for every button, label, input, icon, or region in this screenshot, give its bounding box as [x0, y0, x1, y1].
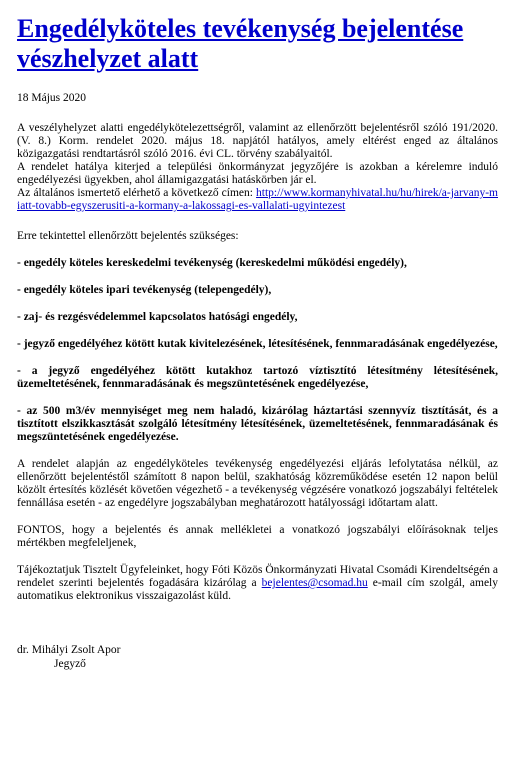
requirement-item-5: - a jegyző engedélyéhez kötött kutakhoz tartozó víztisztító létesítmény létesítésének, üzemeltetésének, fennmaradásának és megszüntetésének engedélyezése,: [17, 365, 498, 390]
requirement-item-2: - engedély köteles ipari tevékenység (telepengedély),: [17, 284, 272, 296]
page-title[interactable]: Engedélyköteles tevékenység bejelentése vészhelyzet alatt: [17, 14, 464, 73]
publish-date: 18 Május 2020: [17, 92, 86, 104]
important-paragraph: FONTOS, hogy a bejelentés és annak mellékletei a vonatkozó jogszabályi előírásoknak teljes mértékben megfeleljenek,: [17, 524, 498, 549]
needed-label: Erre tekintettel ellenőrzött bejelentés szükséges:: [17, 230, 239, 242]
requirement-item-6: - az 500 m3/év mennyiséget meg nem haladó, kizárólag háztartási szennyvíz tisztítását, és a tisztított elszikkasztását szolgáló létesítmény létesítésének, üzemeltetésének, fennmaradásának és megszüntetésének engedélyezése.: [17, 405, 498, 443]
signer-role: Jegyző: [54, 658, 86, 670]
intro-link-prefix: Az általános ismertető elérhető a következő címen:: [17, 187, 257, 199]
requirement-item-3: - zaj- és rezgésvédelemmel kapcsolatos hatósági engedély,: [17, 311, 298, 323]
email-link[interactable]: bejelentes@csomad.hu: [261, 577, 368, 589]
intro-paragraph-3: [17, 187, 498, 213]
notice-prefix: Tájékoztatjuk Tisztelt Ügyfeleinket, hogy Fóti Közös Önkormányzati Hivatal Csomádi Kirendeltségén a rendelet szerinti bejelentés fogadására kizárólag a: [17, 564, 498, 589]
intro-section: [17, 122, 498, 213]
intro-paragraph-1: A veszélyhelyzet alatti engedélykötelezettségről, valamint az ellenőrzött bejelentésről szóló 191/2020. (V. 8.) Korm. rendelet 2020. május 18. napjától hatályos, amely eltérést enged az általános közigazgatási rendtartásról szóló 2016. évi CL. törvény szabályaitól.: [17, 122, 498, 160]
notice-paragraph: [17, 564, 498, 603]
kormanyhivatal-link[interactable]: http://www.kormanyhivatal.hu/hu/hirek/a-jarvany-miatt-tovabb-egyszerusiti-a-kormany-a-lakossagi-es-vallalati-ugyintezest: [17, 187, 498, 212]
procedure-paragraph: A rendelet alapján az engedélyköteles tevékenység engedélyezési eljárás lefolytatása nélkül, az ellenőrzött bejelentéstől számított 8 napon belül, szakhatóság közreműködése esetén 12 napon belül közölt értesítés közlését követően végezhető - a tevékenység végzésére vonatkozó jogszabályi feltételek fennállása esetén - az engedélyre jogszabályban meghatározott hatályossági időtartam alatt.: [17, 458, 498, 509]
signature-block: [17, 643, 498, 671]
notice-suffix: e-mail cím szolgál, amely automatikus elektronikus visszaigazolást küld.: [17, 577, 498, 602]
requirement-item-4: - jegyző engedélyéhez kötött kutak kivitelezésének, létesítésének, fennmaradásának engedélyezése,: [17, 338, 498, 350]
requirement-item-1: - engedély köteles kereskedelmi tevékenység (kereskedelmi működési engedély),: [17, 257, 407, 269]
intro-paragraph-2: A rendelet hatálya kiterjed a települési önkormányzat jegyzőjére is azokban a kérelemre induló engedélyezési ügyekben, ahol államigazgatási hatáskörben jár el.: [17, 161, 498, 186]
signer-name: dr. Mihályi Zsolt Apor: [17, 644, 121, 656]
